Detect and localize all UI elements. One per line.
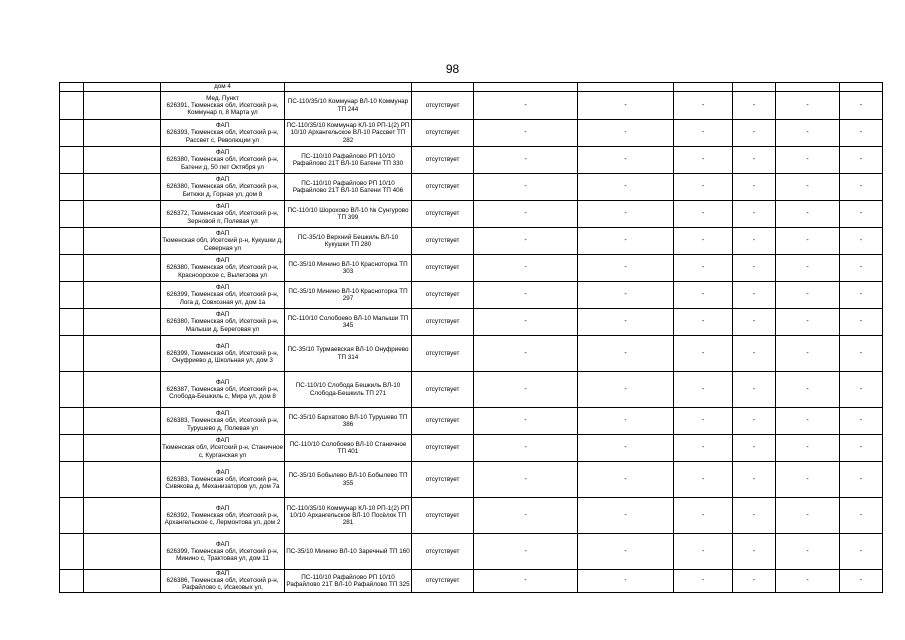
index-cell — [60, 462, 84, 498]
value-cell — [578, 83, 674, 92]
address-cell — [161, 336, 285, 372]
value-cell: - — [474, 92, 578, 120]
value-cell: - — [578, 372, 674, 408]
status-cell: отсутствует — [412, 435, 474, 462]
value-cell: - — [578, 462, 674, 498]
index-cell — [60, 408, 84, 435]
address-cell — [161, 372, 285, 408]
value-cell: - — [578, 147, 674, 174]
facility-type: ФАП — [215, 203, 230, 211]
table-row — [60, 435, 883, 462]
index-cell — [60, 201, 84, 228]
value-cell: - — [840, 228, 883, 255]
facility-address: Тюменская обл, Исетский р-н, Станичное с, Курганская ул — [162, 444, 283, 459]
value-cell: - — [674, 255, 733, 282]
facility-type: ФАП — [215, 437, 230, 445]
value-cell: - — [674, 498, 733, 534]
status-cell: отсутствует — [412, 309, 474, 336]
status-cell: отсутствует — [412, 228, 474, 255]
facility-address: 626391, Тюменская обл, Исетский р-н, Коммунар п, 8 Марта ул — [166, 101, 279, 117]
index-cell — [60, 228, 84, 255]
value-cell: - — [674, 336, 733, 372]
facility-address: 626387, Тюменская обл, Исетский р-н, Слобода-Бешкиль с, Мира ул, дом 8 — [166, 385, 279, 401]
table-row — [60, 147, 883, 174]
table-row — [60, 255, 883, 282]
facility-type: ФАП — [215, 176, 230, 184]
facility-address: 626399, Тюменская обл, Исетский р-н, Онуфриево д, Школьная ул, дом 3 — [166, 349, 279, 365]
table-row — [60, 228, 883, 255]
index-cell — [60, 498, 84, 534]
value-cell: - — [733, 147, 776, 174]
district-cell — [84, 120, 161, 147]
value-cell: - — [674, 120, 733, 147]
value-cell: - — [840, 92, 883, 120]
value-cell: - — [474, 174, 578, 201]
value-cell: - — [578, 408, 674, 435]
facility-type: Мед. Пункт — [206, 94, 239, 102]
index-cell — [60, 255, 84, 282]
address-cell: дом 4 — [161, 83, 285, 92]
value-cell: - — [578, 309, 674, 336]
value-cell: - — [776, 408, 840, 435]
index-cell — [60, 309, 84, 336]
district-cell — [84, 282, 161, 309]
facility-type: ФАП — [215, 257, 230, 265]
value-cell: - — [474, 201, 578, 228]
table-body — [60, 83, 883, 593]
value-cell: - — [733, 255, 776, 282]
page-number: 98 — [445, 62, 460, 76]
value-cell: - — [474, 309, 578, 336]
source-cell: ПС-35/10 Верхний Бешкиль ВЛ-10 Кукушки ТП 280 — [285, 228, 412, 255]
value-cell: - — [578, 336, 674, 372]
district-cell — [84, 174, 161, 201]
value-cell: - — [474, 120, 578, 147]
value-cell: - — [840, 435, 883, 462]
value-cell: - — [674, 408, 733, 435]
value-cell: - — [474, 228, 578, 255]
status-cell: отсутствует — [412, 498, 474, 534]
value-cell — [674, 83, 733, 92]
address-cell — [161, 408, 285, 435]
value-cell: - — [840, 282, 883, 309]
value-cell: - — [733, 408, 776, 435]
value-cell: - — [578, 570, 674, 593]
district-cell — [84, 83, 161, 92]
facility-address: 626380, Тюменская обл, Исетский р-н, Красноорское с, Вылегзова ул — [166, 264, 279, 279]
index-cell — [60, 147, 84, 174]
source-cell: ПС-110/10 Шорохово ВЛ-10 № Сунгурово ТП 399 — [285, 201, 412, 228]
facility-type: ФАП — [215, 468, 230, 476]
district-cell — [84, 309, 161, 336]
table-row — [60, 534, 883, 570]
value-cell: - — [674, 570, 733, 593]
district-cell — [84, 570, 161, 593]
table-row — [60, 570, 883, 593]
facility-address: 626399, Тюменская обл, Исетский р-н, Лога д, Совхозная ул, дом 1а — [166, 291, 279, 306]
value-cell: - — [474, 336, 578, 372]
address-cell — [161, 228, 285, 255]
index-cell — [60, 120, 84, 147]
value-cell — [776, 83, 840, 92]
value-cell: - — [674, 147, 733, 174]
source-cell: ПС-35/10 Минино ВЛ-10 Красноторка ТП 303 — [285, 255, 412, 282]
index-cell — [60, 336, 84, 372]
source-cell: ПС-110/10 Рафайлово РП 10/10 Рафайлово 21Т ВЛ-10 Рафайлово ТП 325 — [285, 570, 412, 593]
value-cell: - — [776, 228, 840, 255]
value-cell: - — [776, 570, 840, 593]
value-cell: - — [733, 174, 776, 201]
value-cell: - — [776, 498, 840, 534]
source-cell: ПС-35/10 Минино ВЛ-10 Заречный ТП 160 — [285, 534, 412, 570]
value-cell: - — [776, 462, 840, 498]
table-row — [60, 201, 883, 228]
value-cell: - — [733, 228, 776, 255]
value-cell — [474, 83, 578, 92]
value-cell: - — [674, 435, 733, 462]
value-cell — [733, 83, 776, 92]
index-cell — [60, 570, 84, 593]
value-cell: - — [733, 282, 776, 309]
facility-address: Тюменская обл, Исетский р-н, Кукушки д, Северная ул — [162, 237, 283, 252]
district-cell — [84, 201, 161, 228]
facility-type: ФАП — [215, 149, 230, 157]
value-cell: - — [840, 309, 883, 336]
facility-type: ФАП — [215, 311, 230, 319]
status-cell: отсутствует — [412, 462, 474, 498]
index-cell — [60, 282, 84, 309]
district-cell — [84, 92, 161, 120]
value-cell: - — [674, 228, 733, 255]
address-cell — [161, 570, 285, 593]
index-cell — [60, 174, 84, 201]
table-row — [60, 498, 883, 534]
value-cell: - — [776, 309, 840, 336]
table-row — [60, 309, 883, 336]
value-cell: - — [776, 336, 840, 372]
source-cell — [285, 83, 412, 92]
index-cell — [60, 435, 84, 462]
status-cell: отсутствует — [412, 408, 474, 435]
address-cell — [161, 462, 285, 498]
index-cell — [60, 83, 84, 92]
district-cell — [84, 408, 161, 435]
status-cell: отсутствует — [412, 534, 474, 570]
value-cell: - — [840, 255, 883, 282]
value-cell: - — [776, 255, 840, 282]
value-cell: - — [474, 534, 578, 570]
source-cell: ПС-110/10 Солобоево ВЛ-10 Малыши ТП 345 — [285, 309, 412, 336]
value-cell: - — [674, 201, 733, 228]
status-cell: отсутствует — [412, 570, 474, 593]
facility-type: ФАП — [215, 284, 230, 292]
address-cell — [161, 282, 285, 309]
source-cell: ПС-110/35/10 Коммунар КЛ-10 РП-1(2) РП 10/10 Архангельское ВЛ-10 Посёлок ТП 281 — [285, 498, 412, 534]
value-cell: - — [733, 570, 776, 593]
status-cell: отсутствует — [412, 147, 474, 174]
table-row — [60, 372, 883, 408]
value-cell: - — [474, 498, 578, 534]
table-row — [60, 336, 883, 372]
value-cell: - — [733, 309, 776, 336]
status-cell: отсутствует — [412, 372, 474, 408]
address-cell — [161, 435, 285, 462]
value-cell: - — [840, 570, 883, 593]
address-cell — [161, 201, 285, 228]
value-cell: - — [776, 201, 840, 228]
table-row — [60, 120, 883, 147]
value-cell: - — [578, 534, 674, 570]
source-cell: ПС-110/35/10 Коммунар ВЛ-10 Коммунар ТП 244 — [285, 92, 412, 120]
value-cell: - — [840, 462, 883, 498]
district-cell — [84, 435, 161, 462]
value-cell: - — [840, 372, 883, 408]
value-cell: - — [733, 372, 776, 408]
value-cell: - — [776, 372, 840, 408]
facility-address: 626386, Тюменская обл, Исетский р-н, Рафайлово с, Исаковых ул, — [166, 577, 279, 592]
value-cell: - — [674, 372, 733, 408]
value-cell: - — [674, 282, 733, 309]
status-cell: отсутствует — [412, 120, 474, 147]
value-cell: - — [840, 534, 883, 570]
facility-type: ФАП — [215, 122, 230, 130]
index-cell — [60, 92, 84, 120]
value-cell: - — [733, 120, 776, 147]
source-cell: ПС-110/10 Слобода Бешкиль ВЛ-10 Слобода-Бешкиль ТП 271 — [285, 372, 412, 408]
facilities-table — [59, 82, 883, 593]
value-cell: - — [474, 282, 578, 309]
table-row — [60, 462, 883, 498]
value-cell: - — [840, 174, 883, 201]
status-cell: отсутствует — [412, 92, 474, 120]
value-cell: - — [776, 147, 840, 174]
value-cell: - — [578, 92, 674, 120]
address-cell — [161, 92, 285, 120]
value-cell: - — [674, 534, 733, 570]
source-cell: ПС-110/35/10 Коммунар КЛ-10 РП-1(2) РП 10/10 Архангельское ВЛ-10 Рассвет ТП 282 — [285, 120, 412, 147]
address-cell — [161, 255, 285, 282]
value-cell: - — [840, 147, 883, 174]
address-cell — [161, 174, 285, 201]
table-row-first — [60, 83, 883, 92]
district-cell — [84, 228, 161, 255]
value-cell: - — [840, 408, 883, 435]
source-cell: ПС-35/10 Минино ВЛ-10 Красноторка ТП 297 — [285, 282, 412, 309]
value-cell: - — [578, 174, 674, 201]
value-cell: - — [733, 435, 776, 462]
facility-address: 626380, Тюменская обл, Исетский р-н, Малыши д, Береговая ул — [166, 318, 279, 333]
value-cell: - — [474, 462, 578, 498]
value-cell — [840, 83, 883, 92]
value-cell: - — [840, 201, 883, 228]
value-cell: - — [733, 498, 776, 534]
district-cell — [84, 498, 161, 534]
status-cell — [412, 83, 474, 92]
source-cell: ПС-110/10 Рафайлово РП 10/10 Рафайлово 21Т ВЛ-10 Батени ТП 406 — [285, 174, 412, 201]
index-cell — [60, 372, 84, 408]
value-cell: - — [776, 435, 840, 462]
index-cell — [60, 534, 84, 570]
value-cell: - — [578, 435, 674, 462]
value-cell: - — [776, 120, 840, 147]
facility-address: 626383, Тюменская обл, Исетский р-н, Сивякова д, Механизаторов ул, дом 7а — [165, 475, 280, 491]
value-cell: - — [578, 201, 674, 228]
status-cell: отсутствует — [412, 174, 474, 201]
district-cell — [84, 336, 161, 372]
facility-type: ФАП — [215, 230, 230, 238]
facility-address: 626380, Тюменская обл, Исетский р-н, Битюки д, Горная ул, дом 8 — [166, 183, 279, 198]
facility-type: ФАП — [215, 504, 230, 512]
value-cell: - — [578, 120, 674, 147]
facility-type: ФАП — [215, 570, 230, 577]
value-cell: - — [733, 201, 776, 228]
district-cell — [84, 462, 161, 498]
value-cell: - — [674, 92, 733, 120]
value-cell: - — [474, 255, 578, 282]
facility-type: ФАП — [215, 540, 230, 548]
facility-address: 626383, Тюменская обл, Исетский р-н, Турушево д, Полевая ул — [166, 417, 279, 432]
value-cell: - — [733, 462, 776, 498]
source-cell: ПС-35/10 Бархатово ВЛ-10 Турушево ТП 386 — [285, 408, 412, 435]
table-row — [60, 174, 883, 201]
facility-type: ФАП — [215, 342, 230, 350]
facility-address: 626380, Тюменская обл, Исетский р-н, Батени д, 50 лет Октября ул — [166, 156, 279, 171]
source-cell: ПС-110/10 Рафайлово РП 10/10 Рафайлово 21Т ВЛ-10 Батени ТП 330 — [285, 147, 412, 174]
facility-address: 626392, Тюменская обл, Исетский р-н, Архангельское с, Лермонтова ул, дом 2 — [164, 511, 281, 527]
source-cell: ПС-35/10 Турмаевская ВЛ-10 Онуфриево ТП 314 — [285, 336, 412, 372]
value-cell: - — [776, 174, 840, 201]
facility-address: 626399, Тюменская обл, Исетский р-н, Минино с, Трактовая ул, дом 11 — [166, 547, 279, 563]
district-cell — [84, 372, 161, 408]
value-cell: - — [674, 309, 733, 336]
source-cell: ПС-110/10 Солобоево ВЛ-10 Станичное ТП 401 — [285, 435, 412, 462]
value-cell: - — [578, 282, 674, 309]
status-cell: отсутствует — [412, 201, 474, 228]
status-cell: отсутствует — [412, 282, 474, 309]
address-cell — [161, 120, 285, 147]
value-cell: - — [474, 435, 578, 462]
value-cell: - — [840, 498, 883, 534]
value-cell: - — [840, 120, 883, 147]
value-cell: - — [733, 336, 776, 372]
district-cell — [84, 255, 161, 282]
address-cell — [161, 147, 285, 174]
value-cell: - — [474, 147, 578, 174]
address-cell — [161, 534, 285, 570]
value-cell: - — [733, 534, 776, 570]
value-cell: - — [733, 92, 776, 120]
table-row — [60, 282, 883, 309]
table-row — [60, 92, 883, 120]
facility-address: 626372, Тюменская обл, Исетский р-н, Зерновой п, Полевая ул — [166, 210, 279, 225]
address-cell — [161, 498, 285, 534]
value-cell: - — [776, 282, 840, 309]
value-cell: - — [474, 372, 578, 408]
value-cell: - — [474, 408, 578, 435]
value-cell: - — [840, 336, 883, 372]
value-cell: - — [578, 228, 674, 255]
value-cell: - — [674, 462, 733, 498]
facility-address: 626393, Тюменская обл, Исетский р-н, Рассвет с, Революции ул — [166, 129, 279, 144]
facility-type: ФАП — [215, 410, 230, 418]
facility-type: ФАП — [215, 378, 230, 386]
district-cell — [84, 534, 161, 570]
value-cell: - — [776, 92, 840, 120]
address-cell — [161, 309, 285, 336]
table-row — [60, 408, 883, 435]
source-cell: ПС-35/10 Бобылево ВЛ-10 Бобылево ТП 355 — [285, 462, 412, 498]
value-cell: - — [474, 570, 578, 593]
value-cell: - — [674, 174, 733, 201]
value-cell: - — [776, 534, 840, 570]
value-cell: - — [578, 498, 674, 534]
status-cell: отсутствует — [412, 336, 474, 372]
district-cell — [84, 147, 161, 174]
status-cell: отсутствует — [412, 255, 474, 282]
value-cell: - — [578, 255, 674, 282]
